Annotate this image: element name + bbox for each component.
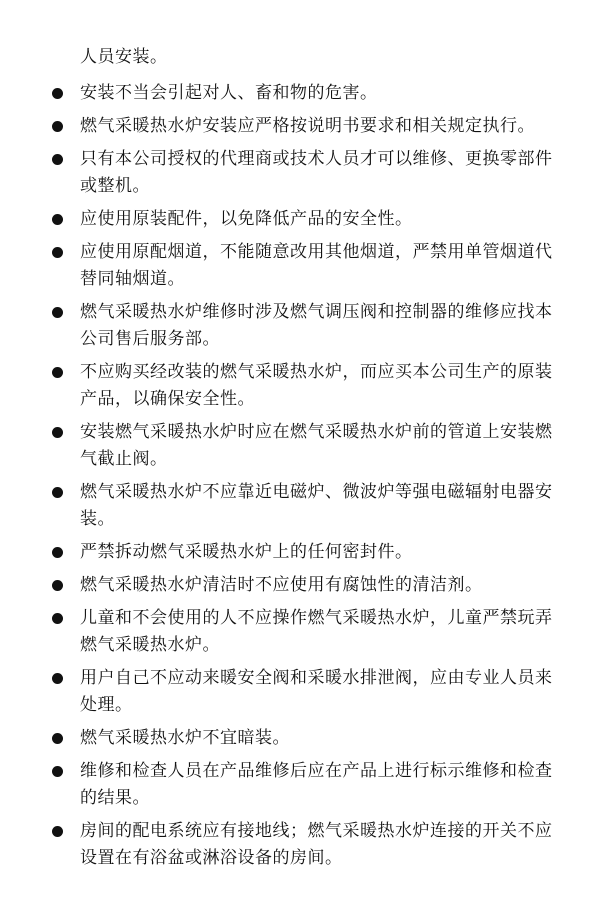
list-item	[52, 665, 560, 719]
list-item-text: 房间的配电系统应有接地线；燃气采暖热水炉连接的开关不应设置在有浴盆或淋浴设备的房间。	[80, 821, 553, 868]
list-item-text: 儿童和不会使用的人不应操作燃气采暖热水炉，儿童严禁玩弄燃气采暖热水炉。	[80, 608, 553, 655]
bullet-icon	[52, 88, 63, 99]
list-item	[52, 605, 560, 659]
bullet-icon	[52, 673, 63, 684]
list-item-text: 用户自己不应动来暖安全阀和采暖水排泄阀，应由专业人员来处理。	[80, 668, 553, 715]
list-item-text: 应使用原装配件，以免降低产品的安全性。	[80, 209, 413, 229]
list-item-text: 应使用原配烟道，不能随意改用其他烟道，严禁用单管烟道代替同轴烟道。	[80, 242, 553, 289]
list-item-text: 燃气采暖热水炉安装应严格按说明书要求和相关规定执行。	[80, 116, 535, 136]
bullet-icon	[52, 613, 63, 624]
list-item-text: 燃气采暖热水炉不应靠近电磁炉、微波炉等强电磁辐射电器安装。	[80, 482, 553, 529]
list-item	[52, 206, 560, 233]
list-item	[52, 725, 560, 752]
list-item	[52, 359, 560, 413]
list-item-text: 严禁拆动燃气采暖热水炉上的任何密封件。	[80, 542, 413, 562]
bullet-icon	[52, 214, 63, 225]
bullet-icon	[52, 487, 63, 498]
list-item	[52, 146, 560, 200]
list-item	[52, 479, 560, 533]
list-item	[52, 758, 560, 812]
list-item-text: 维修和检查人员在产品维修后应在产品上进行标示维修和检查的结果。	[80, 761, 553, 808]
safety-list	[52, 80, 560, 878]
list-item-text: 只有本公司授权的代理商或技术人员才可以维修、更换零部件或整机。	[80, 149, 553, 196]
list-item-text: 燃气采暖热水炉清洁时不应使用有腐蚀性的清洁剂。	[80, 575, 483, 595]
bullet-icon	[52, 733, 63, 744]
list-item-text: 安装不当会引起对人、畜和物的危害。	[80, 83, 378, 103]
list-item	[52, 572, 560, 599]
bullet-icon	[52, 547, 63, 558]
bullet-icon	[52, 580, 63, 591]
list-item	[52, 539, 560, 566]
list-item	[52, 239, 560, 293]
bullet-icon	[52, 154, 63, 165]
list-item	[52, 419, 560, 473]
list-item-text: 不应购买经改装的燃气采暖热水炉，而应买本公司生产的原装产品，以确保安全性。	[80, 362, 553, 409]
bullet-icon	[52, 766, 63, 777]
list-item	[52, 80, 560, 107]
continuation-text: 人员安装。	[80, 47, 168, 67]
bullet-icon	[52, 307, 63, 318]
bullet-icon	[52, 367, 63, 378]
list-item	[52, 299, 560, 353]
bullet-icon	[52, 247, 63, 258]
list-item-text: 燃气采暖热水炉维修时涉及燃气调压阀和控制器的维修应找本公司售后服务部。	[80, 302, 553, 349]
list-item	[52, 113, 560, 140]
bullet-icon	[52, 427, 63, 438]
list-item	[52, 818, 560, 872]
list-item-text: 安装燃气采暖热水炉时应在燃气采暖热水炉前的管道上安装燃气截止阀。	[80, 422, 553, 469]
bullet-icon	[52, 826, 63, 837]
list-item-text: 燃气采暖热水炉不宜暗装。	[80, 728, 290, 748]
bullet-icon	[52, 121, 63, 132]
